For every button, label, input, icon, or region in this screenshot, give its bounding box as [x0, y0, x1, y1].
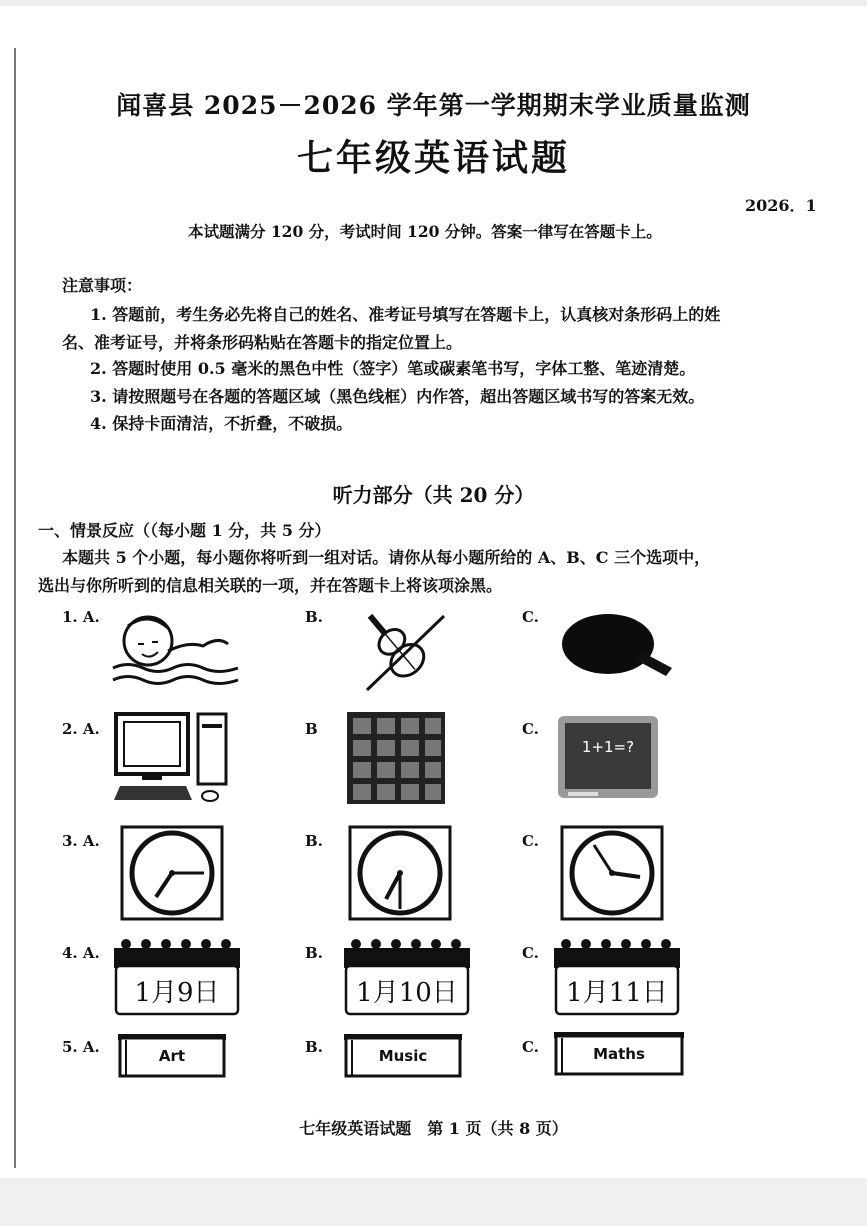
- option-label: 5. A.: [62, 1038, 100, 1056]
- page-footer: 七年级英语试题 第 1 页（共 8 页）: [299, 1119, 568, 1138]
- swimming-icon: [108, 606, 243, 691]
- blackboard-text: 1+1=?: [581, 738, 635, 756]
- ping-pong-paddle-icon: [560, 610, 678, 680]
- option-label: C.: [522, 944, 539, 962]
- violin-icon: [342, 604, 452, 692]
- option-label: C.: [522, 1038, 539, 1056]
- note-item: 2. 答题时使用 0.5 毫米的黑色中性（签字）笔或碳素笔书写，字体工整、笔迹清楚。: [90, 359, 696, 378]
- exam-subject-title: 七年级英语试题: [296, 137, 570, 179]
- option-label: 1. A.: [62, 608, 100, 626]
- note-item: 1. 答题前，考生务必先将自己的姓名、准考证号填写在答题卡上，认真核对条形码上的姓: [90, 305, 721, 324]
- option-label: B.: [305, 944, 323, 962]
- note-item: 4. 保持卡面清洁，不折叠，不破损。: [90, 414, 353, 433]
- subject-label: Art: [158, 1047, 186, 1065]
- blackboard-icon: [556, 714, 660, 802]
- instruction-line: 选出与你所听到的信息相关联的一项，并在答题卡上将该项涂黑。: [38, 576, 503, 595]
- clock-icon: [560, 825, 664, 921]
- calendar-date: 1月11日: [566, 978, 668, 1008]
- option-label: 3. A.: [62, 832, 100, 850]
- option-label: C.: [522, 720, 539, 738]
- option-label: 4. A.: [62, 944, 100, 962]
- clock-icon: [120, 825, 224, 921]
- option-label: C.: [522, 608, 539, 626]
- option-label: B: [305, 720, 318, 738]
- exam-title: 闻喜县 2025－2026 学年第一学期期末学业质量监测: [116, 91, 751, 120]
- option-label: C.: [522, 832, 539, 850]
- note-item: 名、准考证号，并将条形码粘贴在答题卡的指定位置上。: [62, 333, 463, 352]
- option-label: 2. A.: [62, 720, 100, 738]
- calendar-date: 1月10日: [356, 978, 458, 1008]
- exam-note: 本试题满分 120 分，考试时间 120 分钟。答案一律写在答题卡上。: [188, 222, 662, 241]
- lockers-icon: [345, 710, 447, 806]
- calendar-date: 1月9日: [134, 978, 220, 1008]
- option-label: B.: [305, 608, 323, 626]
- notes-heading: 注意事项：: [62, 276, 143, 295]
- option-label: B.: [305, 1038, 323, 1056]
- bottom-edge: [0, 1178, 867, 1226]
- exam-date: 2026．1: [745, 196, 817, 215]
- clock-icon: [348, 825, 452, 921]
- listening-heading: 听力部分（共 20 分）: [332, 483, 535, 507]
- note-item: 3. 请按照题号在各题的答题区域（黑色线框）内作答，超出答题区域书写的答案无效。: [90, 387, 705, 406]
- subject-label: Maths: [593, 1045, 645, 1063]
- option-label: B.: [305, 832, 323, 850]
- part1-title: 一、情景反应（（每小题 1 分，共 5 分）: [38, 521, 331, 540]
- subject-label: Music: [378, 1047, 428, 1065]
- binding-line: [14, 48, 16, 1168]
- computer-icon: [112, 710, 232, 805]
- top-edge: [0, 0, 867, 6]
- instruction-line: 本题共 5 个小题，每小题你将听到一组对话。请你从每小题所给的 A、B、C 三个选项中，: [62, 548, 711, 567]
